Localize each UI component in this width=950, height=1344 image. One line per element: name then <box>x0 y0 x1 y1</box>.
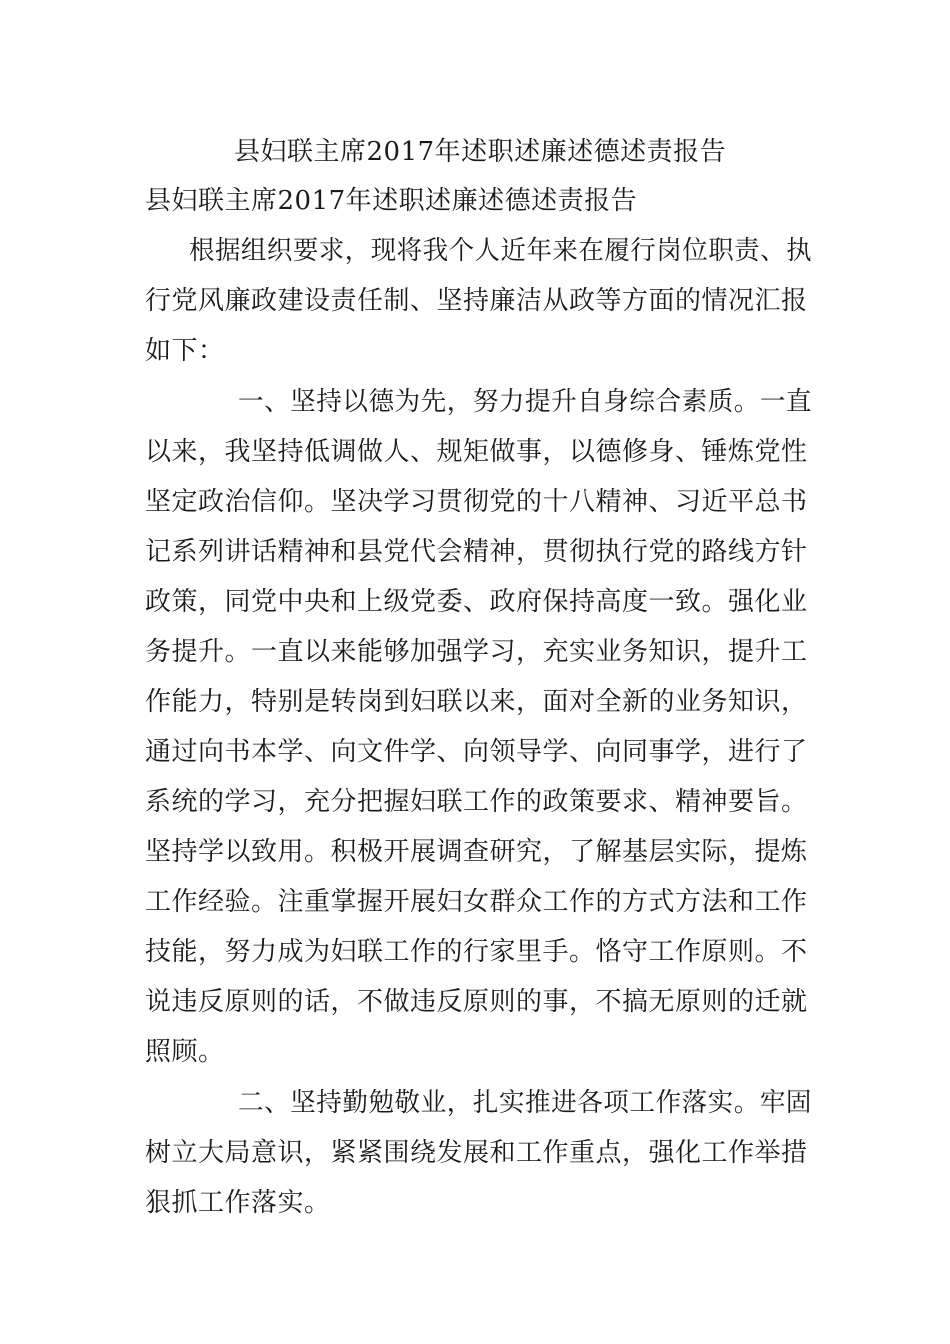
paragraph-line: 务提升。一直以来能够加强学习，充实业务知识，提升工 <box>145 637 808 667</box>
paragraph-line: 记系列讲话精神和县党代会精神，贯彻执行党的路线方针 <box>145 537 808 567</box>
paragraph-line: 树立大局意识，紧紧围绕发展和工作重点，强化工作举措 <box>145 1138 808 1168</box>
paragraph-line: 以来，我坚持低调做人、规矩做事，以德修身、锤炼党性 <box>145 437 808 467</box>
paragraph-line: 技能，努力成为妇联工作的行家里手。恪守工作原则。不 <box>145 937 808 967</box>
paragraph-line: 工作经验。注重掌握开展妇女群众工作的方式方法和工作 <box>145 887 808 917</box>
document-subtitle: 县妇联主席2017年述职述廉述德述责报告 <box>145 186 638 216</box>
paragraph-line: 狠抓工作落实。 <box>145 1188 331 1218</box>
paragraph-line: 政策，同党中央和上级党委、政府保持高度一致。强化业 <box>145 587 808 617</box>
paragraph-line: 根据组织要求，现将我个人近年来在履行岗位职责、执 <box>189 236 813 266</box>
paragraph-line: 一、坚持以德为先，努力提升自身综合素质。一直 <box>238 387 813 417</box>
paragraph-line: 二、坚持勤勉敬业，扎实推进各项工作落实。牢固 <box>238 1088 813 1118</box>
paragraph-line: 行党风廉政建设责任制、坚持廉洁从政等方面的情况汇报 <box>145 286 808 316</box>
paragraph-line: 通过向书本学、向文件学、向领导学、向同事学，进行了 <box>145 737 808 767</box>
paragraph-line: 如下： <box>145 336 225 366</box>
paragraph-line: 坚定政治信仰。坚决学习贯彻党的十八精神、习近平总书 <box>145 487 808 517</box>
paragraph-line: 系统的学习，充分把握妇联工作的政策要求、精神要旨。 <box>145 787 808 817</box>
paragraph-line: 照顾。 <box>145 1037 225 1067</box>
paragraph-line: 坚持学以致用。积极开展调查研究，了解基层实际，提炼 <box>145 837 808 867</box>
paragraph-line: 说违反原则的话，不做违反原则的事，不搞无原则的迁就 <box>145 987 808 1017</box>
document-title: 县妇联主席2017年述职述廉述德述责报告 <box>234 137 727 167</box>
paragraph-line: 作能力，特别是转岗到妇联以来，面对全新的业务知识， <box>145 687 808 717</box>
